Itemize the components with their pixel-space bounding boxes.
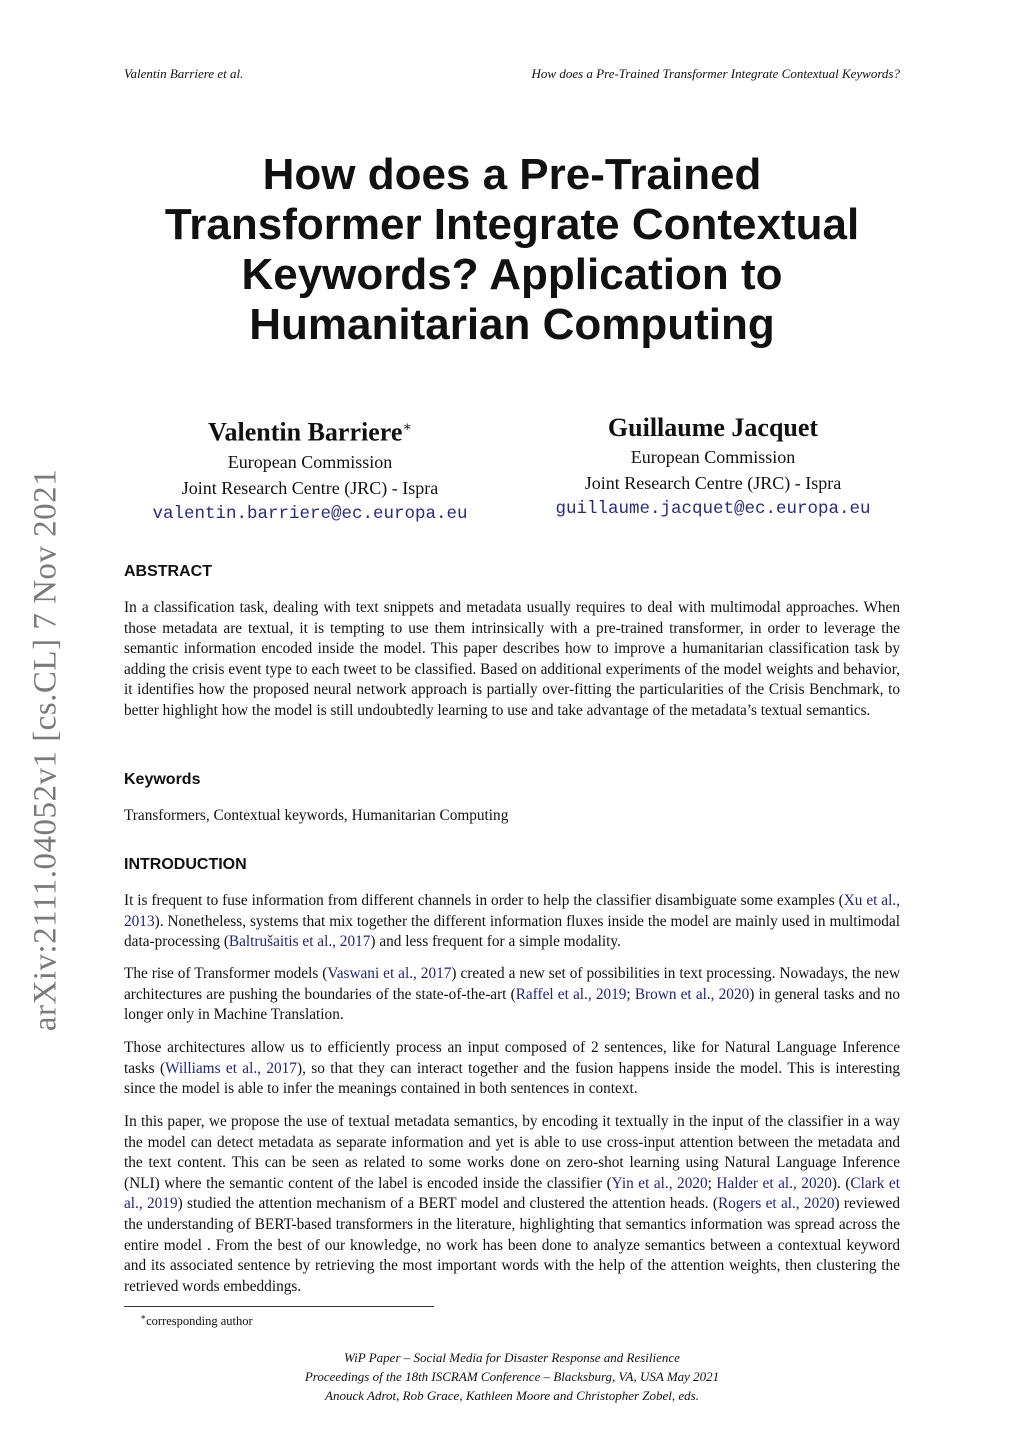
- citation-link[interactable]: Baltrušaitis et al., 2017: [228, 933, 371, 951]
- running-header-title: How does a Pre-Trained Transformer Integrate Contextual Keywords?: [531, 66, 900, 81]
- conference-footer: [124, 1348, 900, 1405]
- citation-link[interactable]: Rogers et al., 2020: [717, 1195, 835, 1213]
- author-name: Valentin Barriere∗: [208, 417, 412, 447]
- author-email[interactable]: valentin.barriere@ec.europa.eu: [152, 503, 468, 524]
- author-organization: European Commission: [630, 447, 796, 467]
- author-department: Joint Research Centre (JRC) - Ispra: [584, 473, 842, 493]
- author-email[interactable]: guillaume.jacquet@ec.europa.eu: [555, 499, 871, 519]
- abstract-heading: ABSTRACT: [124, 563, 212, 580]
- citation-link[interactable]: Brown et al., 2020: [634, 985, 750, 1003]
- citation-link[interactable]: Yin et al., 2020: [611, 1174, 708, 1192]
- citation-link[interactable]: Vaswani et al., 2017: [327, 965, 452, 982]
- running-header: [124, 66, 900, 86]
- keywords-heading: Keywords: [124, 771, 201, 788]
- running-header-authors: Valentin Barriere et al.: [124, 66, 244, 81]
- author-name: Guillaume Jacquet: [607, 413, 819, 442]
- author-department: Joint Research Centre (JRC) - Ispra: [181, 477, 439, 498]
- paper-title: [100, 150, 924, 350]
- intro-paragraph-1: It is frequent to fuse information from different channels in order to help the classifier disambiguate some examples (Xu et al., 2013). Nonetheless, systems that mix together the different information fluxes inside the model are mainly used in multimodal data-processing (Baltrušaitis et al., 2017) and less frequent for a simple modality.: [124, 892, 900, 951]
- author-block-1: [110, 412, 510, 527]
- title-line-1: How does a Pre-Trained: [262, 150, 762, 199]
- corresponding-mark: ∗: [402, 420, 412, 435]
- intro-paragraph-2: The rise of Transformer models (Vaswani et al., 2017) created a new set of possibilities in text processing. Nowadays, the new architectures are pushing the boundaries of the state-of-the-art (Raffel et al., 2019; Brown et al., 2020) in general tasks and no longer only in Machine Translation.: [124, 965, 900, 1024]
- title-line-4: Humanitarian Computing: [249, 300, 775, 349]
- footer-line-3: Anouck Adrot, Rob Grace, Kathleen Moore and Christopher Zobel, eds.: [325, 1388, 699, 1403]
- title-line-2: Transformer Integrate Contextual: [164, 200, 860, 249]
- author-organization: European Commission: [227, 451, 393, 472]
- citation-link[interactable]: Williams et al., 2017: [165, 1059, 297, 1077]
- arxiv-stamp-text: arXiv:2111.04052v1 [cs.CL] 7 Nov 2021: [27, 468, 64, 1032]
- citation-link[interactable]: Xu et al., 2013: [124, 892, 900, 930]
- title-line-3: Keywords? Application to: [241, 250, 783, 299]
- citation-link[interactable]: Clark et al., 2019: [124, 1174, 900, 1213]
- footer-line-2: Proceedings of the 18th ISCRAM Conference – Blacksburg, VA, USA May 2021: [304, 1369, 720, 1384]
- author-block-2: [513, 412, 913, 522]
- citation-link[interactable]: Halder et al., 2020: [716, 1174, 832, 1192]
- intro-paragraph-3: Those architectures allow us to efficiently process an input composed of 2 sentences, like for Natural Language Inference tasks (Williams et al., 2017), so that they can interact together and the fusion happens inside the model. This is interesting since the model is able to infer the meanings contained in both sentences in context.: [124, 1039, 901, 1098]
- footnote-divider: [124, 1306, 434, 1307]
- introduction-heading: INTRODUCTION: [124, 856, 247, 873]
- keywords-text: Transformers, Contextual keywords, Humanitarian Computing: [124, 807, 509, 824]
- abstract-text: In a classification task, dealing with text snippets and metadata usually requires to deal with multimodal approaches. When those metadata are textual, it is tempting to use them intrinsically with a pre-trained transformer, in order to leverage the semantic information encoded inside the model. This paper describes how to improve a humanitarian classification task by adding the crisis event type to each tweet to be classified. Based on additional experiments of the model weights and behavior, it identifies how the proposed neural network approach is partially over-fitting the particularities of the Crisis Benchmark, to better highlight how the model is still undoubtedly learning to use and take advantage of the metadata’s textual semantics.: [124, 599, 900, 719]
- intro-paragraph-4: In this paper, we propose the use of textual metadata semantics, by encoding it textually in the input of the classifier in a way the model can detect metadata as separate information and yet is able to use cross-input attention between the metadata and the text content. This can be seen as related to some works done on zero-shot learning using Natural Language Inference (NLI) where the semantic content of the label is encoded inside the classifier (Yin et al., 2020; Halder et al., 2020). (Clark et al., 2019) studied the attention mechanism of a BERT model and clustered the attention heads. (Rogers et al., 2020) reviewed the understanding of BERT-based transformers in the literature, highlighting that semantics information was spread across the entire model . From the best of our knowledge, no work has been done to analyze semantics between a contextual keyword and its associated sentence by retrieving the most important words with the help of the attention weights, then clustering the retrieved words embeddings.: [124, 1113, 900, 1295]
- footer-line-1: WiP Paper – Social Media for Disaster Response and Resilience: [344, 1350, 680, 1365]
- footnote: ∗corresponding author: [140, 1312, 253, 1329]
- citation-link[interactable]: Raffel et al., 2019: [515, 985, 627, 1003]
